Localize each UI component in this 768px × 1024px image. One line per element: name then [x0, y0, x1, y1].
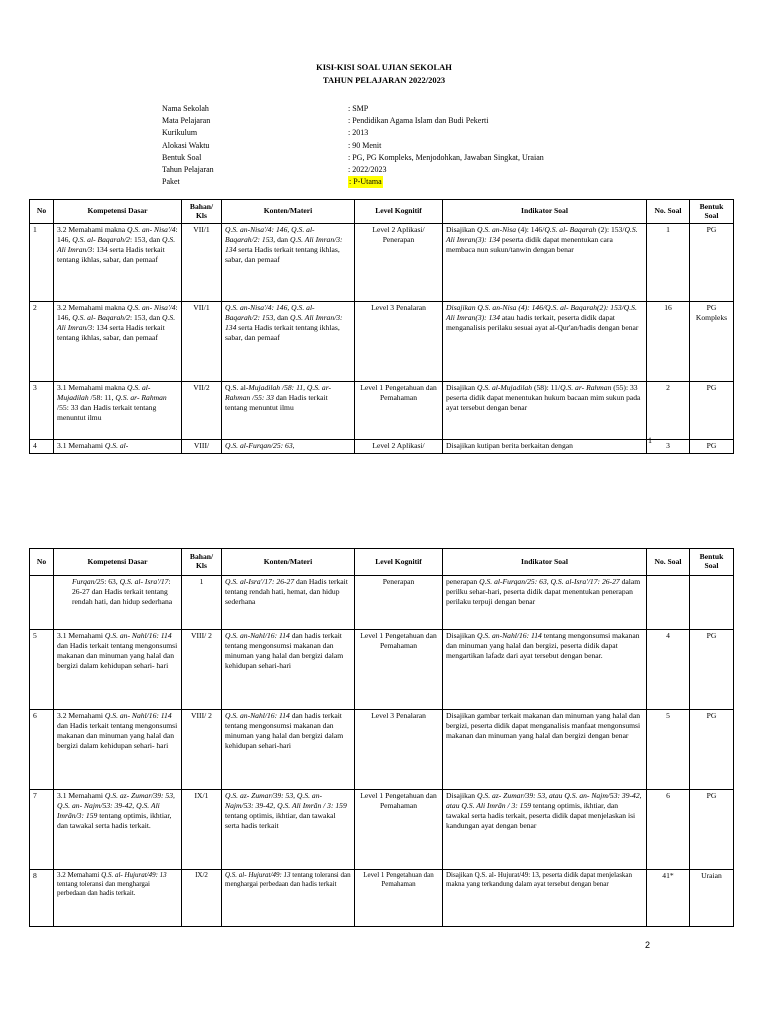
table-row: Furqan/25: 63, Q.S. al- Isra'/17: 26-27 dan Hadis terkait tentang rendah hati, dan hidup sederhana 1 Q.S. al-Isra'/17: 26-27 dan Hadis terkait tentang rendah hati, hemat, dan hidup sederhana Penerapan penerapan Q.S. al-Furqan/25: 63, Q.S. al-Isra'/17: 26-27 dalam perilku sehar-hari, peserta didik dapat menentukan penerapan perilaku terpuji dengan benar: [30, 576, 734, 630]
header-bentuk: Bentuk Soal: [690, 200, 734, 224]
header-kd: Kompetensi Dasar: [54, 549, 182, 576]
paket-highlight: : P-Utama: [348, 176, 383, 188]
header-no: No: [30, 549, 54, 576]
identity-row: Paket : P-Utama: [162, 176, 544, 188]
identity-row: Nama Sekolah : SMP: [162, 104, 369, 113]
document-subtitle: TAHUN PELAJARAN 2022/2023: [322, 75, 446, 85]
table-row: 7 3.1 Memahami Q.S. az- Zumar/39: 53, Q.S. an- Najm/53: 39-42, Q.S. Ali Imrān/3: 159 tentang optimis, ikhtiar, dan tawakal serta hadis terkait. IX/1 Q.S. az- Zumar/39: 53, Q.S. an- Najm/53: 39-42, Q.S. Ali Imrān / 3: 159 tentang optimis, ikhtiar, dan tawakal serta hadis terkait Level 1 Pengetahuan dan Pemahaman Disajikan Q.S. az- Zumar/39: 53, atau Q.S. an- Najm/53: 39-42, atau Q.S. Ali Imrān / 3: 159 tentang optimis, ikhtiar, dan tawakal serta hadis terkait, peserta didik dapat menjelaskan isi kandungan ayat dengan benar 6 PG: [30, 790, 734, 870]
header-kls: Bahan/ Kls: [182, 200, 222, 224]
table-row: 6 3.2 Memahami Q.S. an- Nahl/16: 114 dan Hadis terkait tentang mengonsumsi makanan dan minuman yang halal dan bergizi dalam kehidupan sehari- hari VIII/ 2 Q.S. an-Nahl/16: 114 dan hadis terkait tentang mengonsumsi makanan dan minuman yang halal dan bergizi dalam kehidupan sehari-hari Level 3 Penalaran Disajikan gambar terkait makanan dan minuman yang halal dan bergizi, peserta didik dapat menganalisis manfaat mengonsumsi makanan dan minuman yang halal dan bergizi dengan benar 5 PG: [30, 710, 734, 790]
document-title: KISI-KISI SOAL UJIAN SEKOLAH: [316, 62, 452, 72]
page-number: 2: [645, 940, 651, 950]
header-level: Level Kognitif: [355, 200, 443, 224]
kisi-table-page1: [29, 199, 734, 454]
table-header-row: [30, 200, 734, 224]
header-indikator: Indikator Soal: [443, 549, 647, 576]
page-marker: 1: [648, 436, 652, 445]
header-kd: Kompetensi Dasar: [54, 200, 182, 224]
header-level: Level Kognitif: [355, 549, 443, 576]
identity-row: Alokasi Waktu : 90 Menit: [162, 140, 382, 150]
table-row: 8 3.2 Memahami Q.S. al- Hujurat/49: 13 tentang toleransi dan menghargai perbedaan dan hadis terkait. IX/2 Q.S. al- Hujurat/49: 13 tentang toleransi dan menghargai perbedaan dan hadis terkait Level 1 Pengetahuan dan Pemahaman Disajikan Q.S. al- Hujurat/49: 13, peserta didik dapat menjelaskan makna yang terkandung dalam ayat tersebut dengan benar 41* Uraian: [30, 870, 734, 927]
header-indikator: Indikator Soal: [443, 200, 647, 224]
header-bentuk: Bentuk Soal: [690, 549, 734, 576]
header-kls: Bahan/ Kls: [182, 549, 222, 576]
kisi-table-page2: [29, 548, 734, 927]
identity-row: Kurikulum : 2013: [162, 128, 369, 138]
table-row: 3 3.1 Memahami makna Q.S. al- Mujadilah /58: 11, Q.S. ar- Rahman /55: 33 dan Hadis terkait tentang menuntut ilmu VII/2 Q.S. al-Mujadilah /58: 11, Q.S. ar-Rahman /55: 33 dan Hadis terkait tentang menuntut ilmu Level 1 Pengetahuan dan Pemahaman Disajikan Q.S. al-Mujadilah (58): 11/Q.S. ar- Rahman (55): 33 peserta didik dapat menentukan hukum bacaan mim sukun pada ayat tersebut dengan benar 2 PG: [30, 382, 734, 440]
header-nosoal: No. Soal: [647, 549, 690, 576]
header-materi: Konten/Materi: [222, 200, 355, 224]
identity-row: Mata Pelajaran : Pendidikan Agama Islam dan Budi Pekerti: [162, 116, 489, 126]
header-no: No: [30, 200, 54, 224]
table-row: 2 3.2 Memahami makna Q.S. an- Nisa'/4: 146, Q.S. al- Baqarah/2: 153, dan Q.S. Ali Imran/3: 134 serta Hadis terkait tentang ikhlas, sabar, dan pemaaf VII/1 Q.S. an-Nisa'/4: 146, Q.S. al- Baqarah/2: 153, dan Q.S. Ali Imran/3: 134 serta Hadis terkait tentang ikhlas, sabar, dan pemaaf Level 3 Penalaran Disajikan Q.S. an-Nisa (4): 146/Q.S. al- Baqarah(2): 153/Q.S. Ali Imran(3): 134 atau hadis terkait, peserta didik dapat menganalisis perilaku sesuai ayat al-Qur'an/hadis dengan benar 16 PG Kompleks: [30, 302, 734, 382]
header-nosoal: No. Soal: [647, 200, 690, 224]
table-row: 1 3.2 Memahami makna Q.S. an- Nisa'/4: 146, Q.S. al- Baqarah/2: 153, dan Q.S. Ali Imran/3: 134 serta Hadis terkait tentang ikhlas, sabar, dan pemaaf VII/1 Q.S. an-Nisa'/4: 146, Q.S. al- Baqarah/2: 153, dan Q.S. Ali Imran/3: 134 serta Hadis terkait tentang ikhlas, sabar, dan pemaaf Level 2 Aplikasi/ Penerapan Disajikan Q.S. an-Nisa (4): 146/Q.S. al- Baqarah (2): 153/Q.S. Ali Imran(3): 134 peserta didik dapat menentukan cara membaca nun sukun/tanwin dengan benar 1 PG: [30, 224, 734, 302]
table-row: 5 3.1 Memahami Q.S. an- Nahl/16: 114 dan Hadis terkait tentang mengonsumsi makanan dan minuman yang halal dan bergizi dalam kehidupan sehari- hari VIII/ 2 Q.S. an-Nahl/16: 114 dan hadis terkait tentang mengonsumsi makanan dan minuman yang halal dan bergizi dalam kehidupan sehari-hari Level 1 Pengetahuan dan Pemahaman Disajikan Q.S. an-Nahl/16: 114 tentang mengonsumsi makanan dan minuman yang halal dan bergizi, peserta didik dapat mengartikan lafadz dari ayat tersebut dengan benar. 4 PG: [30, 630, 734, 710]
table-header-row: [30, 549, 734, 576]
header-materi: Konten/Materi: [222, 549, 355, 576]
identity-block: [162, 103, 544, 188]
identity-row: Tahun Pelajaran : 2022/2023: [162, 164, 387, 174]
table-row: 4 3.1 Memahami Q.S. al- VIII/ Q.S. al-Furqan/25: 63, Level 2 Aplikasi/ Disajikan kutipan berita berkaitan dengan 3 PG: [30, 440, 734, 454]
identity-row: Bentuk Soal : PG, PG Kompleks, Menjodohkan, Jawaban Singkat, Uraian: [162, 152, 544, 162]
